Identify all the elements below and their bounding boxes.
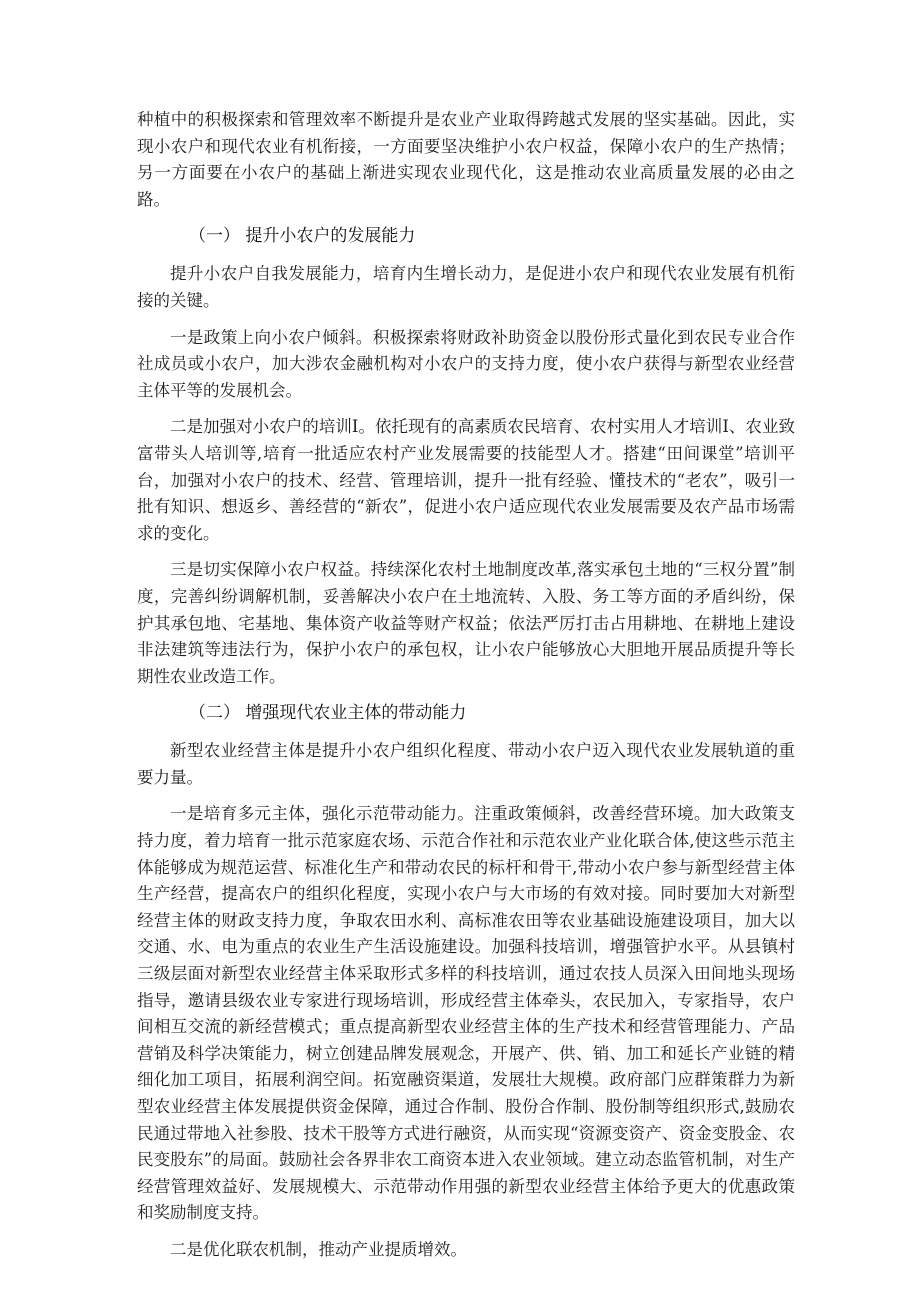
section2-paragraph-2: 一是培育多元主体，强化示范带动能力。注重政策倾斜，改善经营环境。加大政策支持力度，着力培育一批示范家庭农场、示范合作社和示范农业产业化联合体,使这些示范主体能够成为规范运营、标准化生产和带动农民的标杆和骨干,带动小农户参与新型经营主体生产经营，提高农户的组织化程度，实现小农户与大市场的有效对接。同时要加大对新型经营主体的财政支持力度，争取农田水利、高标准农田等农业基础设施建设项目，加大以交通、水、电为重点的农业生产生活设施建设。加强科技培训，增强管护水平。从县镇村三级层面对新型农业经营主体采取形式多样的科技培训，通过农技人员深入田间地头现场指导，邀请县级农业专家进行现场培训，形成经营主体牵头，农民加入，专家指导，农户间相互交流的新经营模式；重点提高新型农业经营主体的生产技术和经营管理能力、产品营销及科学决策能力，树立创建品牌发展观念，开展产、供、销、加工和延长产业链的精细化加工项目，拓展利润空间。拓宽融资渠道，发展壮大规模。政府部门应群策群力为新型农业经营主体发展提供资金保障，通过合作制、股份合作制、股份制等组织形式,鼓励农民通过带地入社参股、技术干股等方式进行融资，从而实现“资源变资产、资金变股金、农民变股东”的局面。鼓励社会各界非农工商资本进入农业领域。建立动态监管机制，对生产经营管理效益好、发展规模大、示范带动作用强的新型农业经营主体给予更大的优惠政策和奖励制度支持。	[137, 804, 795, 1223]
section-heading-2: （二） 增强现代农业主体的带动能力	[189, 703, 467, 724]
section2-paragraph-3: 二是优化联农机制，推动产业提质增效。	[170, 1239, 467, 1259]
section1-paragraph-3: 二是加强对小农户的培训I。依托现有的高素质农民培育、农村实用人才培训I、农业致富带头人培训等,培育一批适应农村产业发展需要的技能型人才。搭建“田间课堂”培训平台，加强对小农户的技术、经营、管理培训，提升一批有经验、懂技术的“老农”，吸引一批有知识、想返乡、善经营的“新农”，促进小农户适应现代农业发展需要及农产品市场需求的变化。	[137, 417, 795, 543]
document-page	[137, 107, 795, 1274]
section1-paragraph-1: 提升小农户自我发展能力，培育内生增长动力，是促进小农户和现代农业发展有机衔接的关键。	[137, 264, 795, 310]
section1-paragraph-4: 三是切实保障小农户权益。持续深化农村土地制度改革,落实承包土地的“三权分置”制度，完善纠纷调解机制，妥善解决小农户在土地流转、入股、务工等方面的矛盾纠纷，保护其承包地、宅基地、集体资产收益等财产权益；依法严厉打击占用耕地、在耕地上建设非法建筑等违法行为，保护小农户的承包权，让小农户能够放心大胆地开展品质提升等长期性农业改造工作。	[137, 560, 795, 686]
intro-paragraph: 种植中的积极探索和管理效率不断提升是农业产业取得跨越式发展的坚实基础。因此，实现小农户和现代农业有机衔接，一方面要坚决维护小农户权益，保障小农户的生产热情；另一方面要在小农户的基础上渐进实现农业现代化，这是推动农业高质量发展的必由之路。	[137, 110, 795, 209]
section1-paragraph-2: 一是政策上向小农户倾斜。积极探索将财政补助资金以股份形式量化到农民专业合作社成员或小农户，加大涉农金融机构对小农户的支持力度，使小农户获得与新型农业经营主体平等的发展机会。	[137, 327, 795, 400]
section-heading-1: （一） 提升小农户的发展能力	[189, 226, 416, 247]
section2-paragraph-1: 新型农业经营主体是提升小农户组织化程度、带动小农户迈入现代农业发展轨道的重要力量。	[137, 741, 795, 787]
